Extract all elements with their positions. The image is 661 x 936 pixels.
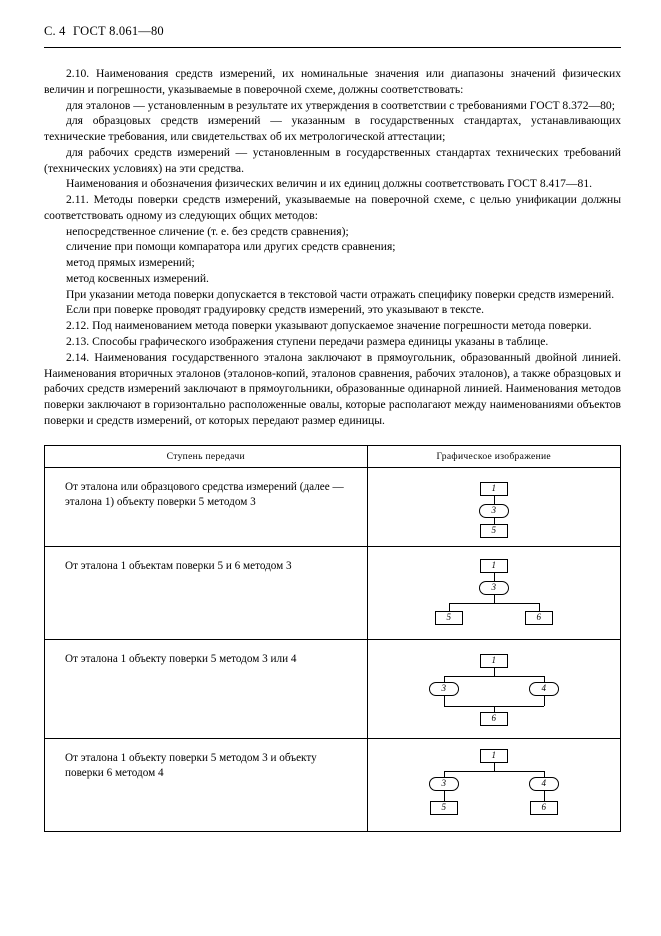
table-header-row: [45, 445, 621, 467]
connector-line: [444, 676, 445, 682]
paragraph-2-11: 2.11. Методы поверки средств измерений, указываемые на поверочной схеме, с целью унификации должны соответствовать одному из следующих общих методов:: [44, 193, 621, 222]
diagram-box-etalon: 1: [480, 482, 508, 496]
paragraph-method-3: метод прямых измерений;: [66, 256, 195, 270]
row-diagram-cell: [367, 546, 620, 639]
standard-number: ГОСТ 8.061—80: [72, 24, 164, 38]
diagram-1: [376, 474, 612, 540]
table-row: [45, 639, 621, 738]
page-header: [44, 24, 621, 39]
diagram-oval-method: 3: [479, 504, 509, 518]
connector-line: [494, 668, 495, 676]
paragraph-2-14: 2.14. Наименования государственного эталона заключают в прямоугольник, образованный двойной линией. Наименования вторичных эталонов (эталонов-копий, эталонов сравнения, рабочих эталонов), а также образцовых и рабочих средств измерений заключают в прямоугольники, образованные одинарной линией. Наименования методов поверки заключают в горизонтально расположенные овалы, которые располагают между наименованиями объектов поверки и средств измерений, от которых передают размер единицы.: [44, 350, 621, 427]
branch-line: [444, 771, 544, 772]
paragraph-etalon: для эталонов — установленным в результате их утверждения в соответствии с требованиями ГОСТ 8.372—80;: [66, 98, 615, 112]
connector-line: [444, 771, 445, 777]
header-graphic: Графическое изображение: [367, 445, 620, 467]
row-diagram-cell: [367, 639, 620, 738]
connector-line: [494, 763, 495, 771]
diagram-oval-method: 4: [529, 777, 559, 791]
paragraph-method-1: непосредственное сличение (т. е. без средств сравнения);: [66, 224, 349, 238]
diagram-box-etalon: 1: [480, 749, 508, 763]
diagram-box-object: 6: [525, 611, 553, 625]
connector-line: [444, 791, 445, 801]
paragraph-2-12: 2.12. Под наименованием метода поверки указывают допускаемое значение погрешности метода поверки.: [66, 319, 592, 333]
diagram-box-object: 5: [435, 611, 463, 625]
diagram-box-object: 6: [480, 712, 508, 726]
connector-line: [444, 696, 445, 706]
paragraph-method-4: метод косвенных измерений.: [66, 271, 209, 285]
body-text: [44, 66, 621, 429]
table-row: [45, 738, 621, 831]
connector-line: [544, 771, 545, 777]
paragraph-graduirovka: Если при поверке проводят градуировку средств измерений, это указывают в тексте.: [66, 303, 484, 317]
connector-line: [449, 603, 450, 611]
diagram-oval-method: 3: [429, 777, 459, 791]
paragraph-naimenovaniya: Наименования и обозначения физических величин и их единиц должны соответствовать ГОСТ 8.417—81.: [66, 177, 593, 191]
row-description: От эталона 1 объектам поверки 5 и 6 методом 3: [65, 559, 292, 572]
row-description-cell: [45, 738, 368, 831]
connector-line: [494, 595, 495, 603]
row-description-cell: [45, 639, 368, 738]
diagram-oval-method: 4: [529, 682, 559, 696]
diagram-box-object: 6: [530, 801, 558, 815]
diagram-4: [376, 745, 612, 825]
header-step: Ступень передачи: [45, 445, 368, 467]
row-diagram-cell: [367, 738, 620, 831]
diagram-box-etalon: 1: [480, 654, 508, 668]
table-row: [45, 467, 621, 546]
diagram-box-object: 5: [430, 801, 458, 815]
row-description: От эталона или образцового средства измерений (далее — эталона 1) объекту поверки 5 методом 3: [65, 480, 344, 508]
row-description: От эталона 1 объекту поверки 5 методом 3 и объекту поверки 6 методом 4: [65, 751, 317, 779]
diagram-oval-method: 3: [429, 682, 459, 696]
connector-line: [539, 603, 540, 611]
schema-table: [44, 445, 621, 832]
row-description-cell: [45, 546, 368, 639]
diagram-2: [376, 553, 612, 633]
paragraph-obraz: для образцовых средств измерений — указанным в государственных стандартах, устанавливающих технические требования, или свидетельствах об их метрологической аттестации;: [44, 114, 621, 144]
connector-line: [544, 676, 545, 682]
row-description-cell: [45, 467, 368, 546]
page-number: С. 4: [44, 24, 66, 38]
paragraph-rabochih: для рабочих средств измерений — установленным в государственных стандартах технических требований (технических условиях) на эти средства.: [44, 145, 621, 175]
diagram-box-etalon: 1: [480, 559, 508, 573]
branch-line: [449, 603, 539, 604]
connector-line: [494, 496, 495, 504]
branch-line: [444, 676, 544, 677]
row-diagram-cell: [367, 467, 620, 546]
paragraph-specifika: При указании метода поверки допускается в текстовой части отражать специфику поверки средств измерений.: [66, 287, 615, 301]
diagram-3: [376, 646, 612, 732]
diagram-oval-method: 3: [479, 581, 509, 595]
diagram-box-object: 5: [480, 524, 508, 538]
table-row: [45, 546, 621, 639]
paragraph-method-2: сличение при помощи компаратора или других средств сравнения;: [66, 240, 396, 254]
paragraph-2-13: 2.13. Способы графического изображения ступени передачи размера единицы указаны в таблице.: [66, 335, 549, 349]
connector-line: [494, 573, 495, 581]
paragraph-2-10: 2.10. Наименования средств измерений, их номинальные значения или диапазоны значений физических величин и погрешности, указываемые в поверочной схеме, должны соответствовать:: [44, 67, 621, 96]
connector-line: [544, 791, 545, 801]
header-rule: [44, 47, 621, 48]
row-description: От эталона 1 объекту поверки 5 методом 3 или 4: [65, 652, 297, 665]
connector-line: [544, 696, 545, 706]
